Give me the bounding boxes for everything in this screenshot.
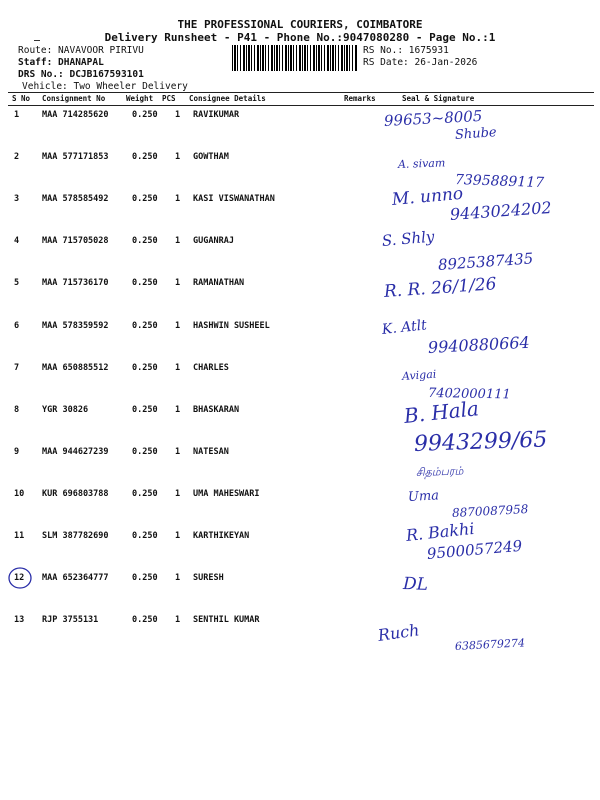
row-pcs: 1: [175, 615, 181, 626]
row-consignee: KASI VISWANATHAN: [193, 194, 275, 205]
handwritten-phone-number: 9500057249: [426, 536, 523, 563]
handwritten-phone-number: 7395889117: [454, 172, 545, 192]
handwritten-phone-number: 7402000111: [427, 386, 511, 403]
header-bottom-rule: [8, 105, 594, 106]
col-remarks: Remarks: [344, 94, 376, 103]
route-text: Route: NAVAVOOR PIRIVU: [18, 45, 144, 56]
drs-text: DRS No.: DCJB167593101: [18, 69, 144, 80]
row-consignment-no: MAA 715736170: [42, 278, 109, 289]
row-weight: 0.250: [132, 152, 158, 163]
row-consignment-no: MAA 944627239: [42, 446, 109, 457]
row-consignment-no: MAA 715705028: [42, 236, 109, 247]
row-pcs: 1: [175, 488, 181, 499]
row-sno: 3: [14, 194, 20, 205]
handwritten-signature: K. Atlt: [381, 317, 428, 338]
row-weight: 0.250: [132, 278, 158, 289]
rs-date: RS Date: 26-Jan-2026: [363, 57, 478, 68]
col-consignee: Consignee Details: [189, 94, 266, 103]
row-pcs: 1: [175, 573, 181, 584]
row-consignee: BHASKARAN: [193, 404, 240, 415]
row-weight: 0.250: [132, 110, 158, 120]
row-consignment-no: SLM 387782690: [42, 531, 109, 541]
row-consignee: SURESH: [193, 573, 224, 584]
handwritten-phone-number: சிதம்பரம்: [415, 464, 464, 479]
row-weight: 0.250: [132, 488, 158, 499]
row-pcs: 1: [175, 278, 181, 289]
row-consignment-no: MAA 578585492: [42, 194, 109, 205]
row-pcs: 1: [175, 404, 181, 415]
row-weight: 0.250: [132, 236, 158, 247]
row-weight: 0.250: [132, 194, 158, 205]
row-pcs: 1: [175, 531, 181, 541]
row-pcs: 1: [175, 194, 181, 205]
col-consignment: Consignment No: [42, 94, 106, 103]
handwritten-phone-number: 8870087958: [451, 502, 529, 520]
row-consignee: RAVIKUMAR: [193, 110, 240, 120]
row-consignment-no: KUR 696803788: [42, 488, 109, 499]
row-weight: 0.250: [132, 446, 158, 457]
handwritten-signature: Avigai: [401, 367, 437, 383]
company-title: THE PROFESSIONAL COURIERS, COIMBATORE: [177, 18, 423, 31]
runsheet-subtitle: Delivery Runsheet - P41 - Phone No.:9047080280 - Page No.:1: [104, 31, 496, 44]
row-pcs: 1: [175, 446, 181, 457]
row-consignment-no: MAA 578359592: [42, 320, 109, 331]
row-consignment-no: RJP 3755131: [42, 615, 99, 626]
handwritten-signature: DL: [402, 574, 429, 595]
row-consignment-no: YGR 30826: [42, 404, 89, 415]
handwritten-signature: Uma: [407, 488, 440, 505]
row-consignee: CHARLES: [193, 362, 229, 373]
row-sno: 12: [14, 573, 25, 584]
row-sno: 5: [14, 278, 20, 289]
row-weight: 0.250: [132, 320, 158, 331]
handwritten-signature: B. Hala: [402, 396, 480, 428]
header-top-rule: [8, 92, 594, 93]
handwritten-signature: R. R. 26/1/26: [383, 274, 498, 302]
row-sno: 6: [14, 320, 20, 331]
row-consignee: KARTHIKEYAN: [193, 531, 250, 541]
vehicle-text: Vehicle: Two Wheeler Delivery: [22, 81, 188, 92]
row-sno: 4: [14, 236, 20, 247]
row-pcs: 1: [175, 152, 181, 163]
handwritten-phone-number: 6385679274: [454, 636, 526, 653]
row-consignee: RAMANATHAN: [193, 278, 245, 289]
row-sno: 2: [14, 152, 20, 163]
handwritten-signature: S. Shly: [381, 227, 436, 250]
col-weight: Weight: [126, 94, 154, 103]
row-consignment-no: MAA 577171853: [42, 152, 109, 163]
row-sno: 8: [14, 404, 20, 415]
row-sno: 1: [14, 110, 20, 120]
row-sno: 11: [14, 531, 25, 541]
row-consignee: SENTHIL KUMAR: [193, 615, 260, 626]
handwritten-phone-number: 9443024202: [449, 197, 553, 224]
row-consignee: GOWTHAM: [193, 152, 229, 163]
row-weight: 0.250: [132, 573, 158, 584]
row-weight: 0.250: [132, 531, 158, 541]
row-weight: 0.250: [132, 404, 158, 415]
handwritten-phone-number: 8925387435: [437, 249, 534, 274]
row-consignee: NATESAN: [193, 446, 229, 457]
row-sno: 9: [14, 446, 20, 457]
row-sno: 10: [14, 488, 25, 499]
row-weight: 0.250: [132, 362, 158, 373]
handwritten-signature: 9943299/65: [413, 427, 548, 457]
stray-mark: [34, 40, 40, 41]
barcode-image: [232, 45, 358, 71]
handwritten-signature: 99653~8005: [383, 106, 483, 130]
row-consignment-no: MAA 650885512: [42, 362, 109, 373]
rs-number: RS No.: 1675931: [363, 45, 449, 56]
handwritten-phone-number: Shube: [454, 125, 498, 143]
row-pcs: 1: [175, 320, 181, 331]
row-sno: 13: [14, 615, 25, 626]
row-consignee: HASHWIN SUSHEEL: [193, 320, 270, 331]
row-pcs: 1: [175, 236, 181, 247]
handwritten-phone-number: 9940880664: [427, 332, 531, 357]
staff-text: Staff: DHANAPAL: [18, 57, 104, 68]
col-sno: S No: [12, 94, 31, 103]
row-weight: 0.250: [132, 615, 158, 626]
row-consignee: UMA MAHESWARI: [193, 488, 260, 499]
handwritten-signature: Ruch: [376, 620, 421, 645]
handwritten-signature: M. unno: [391, 183, 464, 210]
col-seal: Seal & Signature: [402, 94, 475, 103]
row-sno: 7: [14, 362, 20, 373]
row-consignee: GUGANRAJ: [193, 236, 234, 247]
row-pcs: 1: [175, 110, 181, 120]
row-consignment-no: MAA 652364777: [42, 573, 109, 584]
row-12-circle-mark: [6, 566, 34, 590]
row-consignment-no: MAA 714285620: [42, 110, 109, 120]
col-pcs: PCS: [162, 94, 176, 103]
row-pcs: 1: [175, 362, 181, 373]
handwritten-signature: R. Bakhi: [405, 518, 476, 545]
handwritten-signature: A. sivam: [397, 156, 446, 171]
